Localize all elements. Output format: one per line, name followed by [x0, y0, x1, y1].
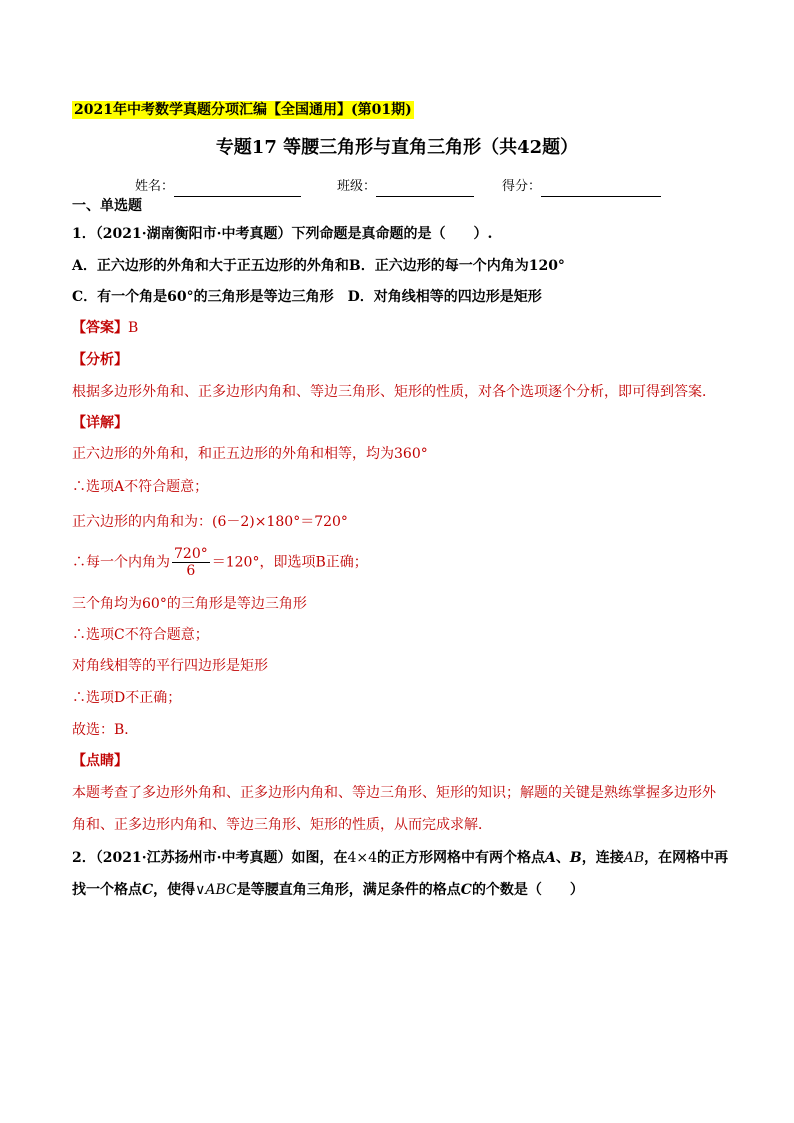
- triangle-abc: ∨ABC: [195, 882, 237, 898]
- fraction-denominator: 6: [186, 563, 196, 579]
- detail-line-2: ∴选项A不符合题意；: [72, 479, 209, 495]
- score-blank[interactable]: [541, 182, 661, 197]
- score-label: 得分：: [502, 179, 542, 194]
- question-2-line-1: [72, 848, 728, 868]
- answer-value: B: [128, 320, 139, 336]
- q2-text-5: 找一个格点: [72, 882, 142, 898]
- point-c: C: [142, 882, 154, 898]
- detail-tag: 【详解】: [72, 415, 128, 431]
- student-info-row: [135, 177, 661, 197]
- detail-line-4-tail: ＝120°，即选项B正确；: [211, 554, 368, 571]
- analysis-tag: 【分析】: [72, 352, 128, 368]
- question-1-options-cd: [72, 287, 542, 307]
- q2-text-3: ，连接: [581, 850, 624, 866]
- answer-line: [72, 318, 138, 338]
- detail-line-5: 三个角均为60°的三角形是等边三角形: [72, 596, 307, 612]
- point-a: A: [545, 850, 556, 866]
- q2-text-4: ，在网格中再: [644, 850, 729, 866]
- grid-size: 4×4: [347, 850, 377, 866]
- question-2-line-2: [72, 880, 584, 900]
- series-heading: [72, 100, 414, 120]
- question-1-stem: 1．（2021·湖南衡阳市·中考真题）下列命题是真命题的是（ ）.: [72, 226, 493, 242]
- class-blank[interactable]: [376, 182, 474, 197]
- detail-line-6: ∴选项C不符合题意；: [72, 627, 209, 643]
- comment-line-1: 本题考查了多边形外角和、正多边形内角和、等边三角形、矩形的知识；解题的关键是熟练掌握多边形外: [72, 785, 716, 801]
- name-label: 姓名：: [135, 179, 175, 194]
- q2-text-8: 的个数是（ ）: [471, 882, 584, 898]
- detail-line-4: [72, 546, 368, 579]
- q2-text-1: 2．（2021·江苏扬州市·中考真题）如图，在: [72, 850, 348, 866]
- detail-line-9: 故选：B．: [72, 722, 139, 738]
- detail-line-1: 正六边形的外角和，和正五边形的外角和相等，均为360°: [72, 446, 428, 462]
- detail-line-4-lead: ∴每一个内角为: [72, 554, 170, 571]
- name-blank[interactable]: [174, 182, 301, 197]
- detail-line-8: ∴选项D不正确；: [72, 690, 182, 706]
- q2-text-7: 是等腰直角三角形，满足条件的格点: [236, 882, 461, 898]
- comment-line-2: 角和、正多边形内角和、等边三角形、矩形的性质，从而完成求解．: [72, 817, 492, 833]
- detail-line-7: 对角线相等的平行四边形是矩形: [72, 658, 268, 674]
- section-heading: 一、单选题: [72, 198, 142, 214]
- point-b: B: [569, 850, 582, 866]
- fraction-numerator: 720°: [174, 546, 208, 562]
- answer-tag: 【答案】: [72, 320, 128, 336]
- q2-text-6: ，使得: [153, 882, 196, 898]
- series-highlight: 2021年中考数学真题分项汇编【全国通用】(第01期): [74, 102, 412, 118]
- page-title: 专题17 等腰三角形与直角三角形（共42题）: [215, 137, 579, 158]
- q2-comma: 、: [555, 850, 570, 866]
- analysis-text: 根据多边形外角和、正多边形内角和、等边三角形、矩形的性质，对各个选项逐个分析，即可得到答案．: [72, 384, 716, 400]
- detail-line-3: 正六边形的内角和为：(6－2)×180°＝720°: [72, 514, 348, 530]
- segment-ab: AB: [623, 850, 645, 866]
- comment-tag: 【点睛】: [72, 753, 128, 769]
- option-d: D．对角线相等的四边形是矩形: [347, 289, 542, 305]
- fraction-720-over-6: [172, 546, 210, 579]
- question-1-options-ab: [72, 256, 565, 276]
- class-label: 班级：: [337, 179, 377, 194]
- option-c: C．有一个角是60°的三角形是等边三角形: [72, 289, 334, 305]
- option-b: B．正六边形的每一个内角为120°: [348, 258, 565, 274]
- option-a: A．正六边形的外角和大于正五边形的外角和: [72, 258, 349, 274]
- q2-text-2: 的正方形网格中有两个格点: [377, 850, 545, 866]
- point-c-2: C: [460, 882, 472, 898]
